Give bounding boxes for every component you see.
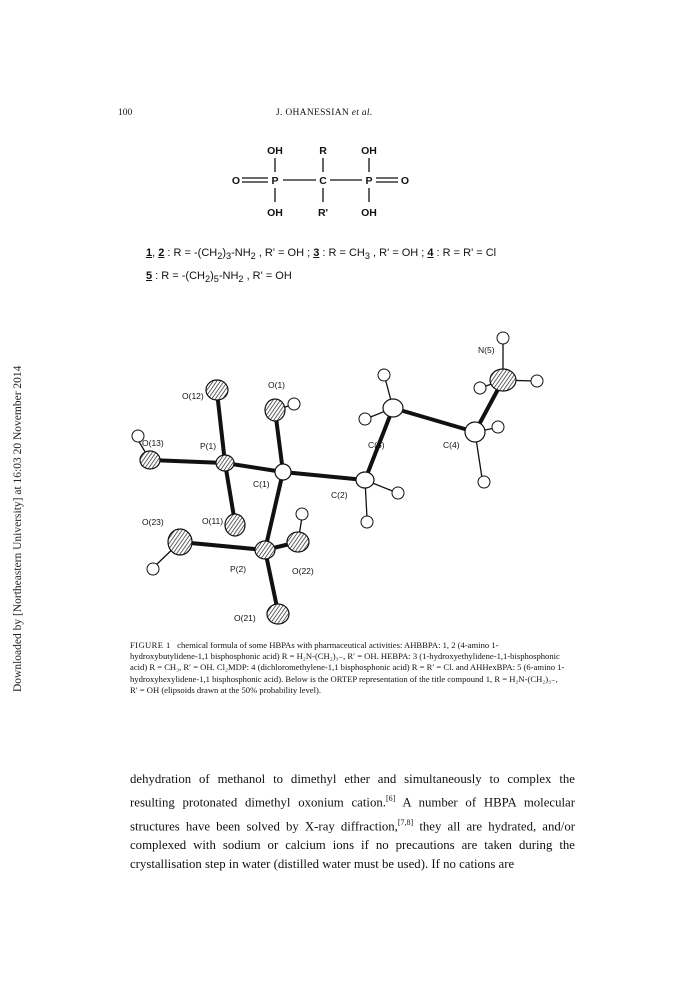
page-number: 100: [118, 108, 133, 118]
formula-top-oh-left: OH: [267, 145, 283, 157]
def-text: ,: [152, 247, 159, 259]
def-text: , R' = OH ;: [369, 247, 428, 259]
label-p2: P(2): [230, 564, 247, 574]
caption-text: chemical formula of some HBPAs with pharmaceutical activities: AHBBPA: 1, 2 (4-amino 1-hydroxybutylidene-1,1 bisphosphonic acid) R = H₂N-(CH₂)₃₋, R′ = OH. HEBPA: 3 (1-hydroxyethylidene-1,1-bisphosphonic acid) R = CH₃, R′ = OH. Cl₂MDP: 4 (dichloromethylene-1,1 bisphosphonic acid) R = R′ = Cl. and AHHexBPA: 5 (6-amino 1-hydroxyhexylidene-1,1 bisphosphonic acid). Below is the ORTEP representation of the title compound 1, R = H₂N-(CH₂)₃₋, R′ = OH (elipsoids drawn at the 50% probability level).: [130, 640, 565, 695]
def-subscript: 5: [213, 274, 219, 285]
label-o13: O(13): [142, 438, 164, 448]
formula-top-oh-right: OH: [361, 145, 377, 157]
compound-number: 1: [146, 247, 153, 259]
def-text: : R = R' = Cl: [433, 247, 497, 259]
def-text: ): [210, 270, 214, 283]
label-o21: O(21): [234, 613, 256, 623]
formula-o-left: O: [231, 175, 241, 187]
ortep-h-bonds: [138, 342, 533, 566]
def-text: : R = CH: [319, 247, 365, 259]
compound-number: 2: [158, 247, 165, 259]
formula-c-center: C: [319, 175, 327, 187]
def-text: , R' = OH ;: [255, 247, 314, 259]
reference-6: [6]: [385, 794, 396, 804]
formula-p-right: P: [365, 175, 373, 187]
formula-p-left: P: [271, 175, 279, 187]
ortep-bonds: [150, 380, 503, 612]
compound-number: 4: [427, 247, 434, 259]
label-o1: O(1): [268, 380, 285, 390]
body-text-part-3: they all are hydrated, and/or complexed with sodium or calcium ions if no precautions are taken during the crystallisation step in water (distilled water must be used). If no cations are: [130, 818, 575, 872]
running-head: [276, 108, 373, 118]
label-c3: C(3): [368, 440, 385, 450]
ortep-labels: [142, 345, 495, 623]
body-text-part-2: A number of HBPA molecular structures have been solved by X-ray diffraction,: [130, 795, 575, 833]
def-subscript: 3: [364, 251, 370, 262]
def-text: : R = -(CH: [152, 270, 205, 283]
def-subscript: 2: [238, 274, 244, 285]
formula-bottom-oh-right: OH: [361, 207, 377, 219]
def-subscript: 3: [226, 251, 232, 262]
compound-number: 5: [146, 270, 153, 283]
formula-bottom-r-prime: R': [317, 207, 329, 219]
reference-7-8: [7,8]: [397, 817, 414, 827]
def-text: , R' = OH: [243, 270, 292, 283]
label-c4: C(4): [443, 440, 460, 450]
author-suffix: et al.: [351, 108, 373, 118]
def-text: -NH: [218, 270, 239, 283]
def-text: ): [222, 247, 227, 259]
label-o22: O(22): [292, 566, 314, 576]
def-text: : R = -(CH: [164, 247, 218, 259]
compound-number: 3: [313, 247, 320, 259]
formula-top-r: R: [319, 145, 327, 157]
page-header: [118, 108, 588, 124]
download-notice-text: Downloaded by [Northeastern University] at 16:03 20 November 2014: [12, 365, 24, 692]
label-c1: C(1): [253, 479, 270, 489]
ortep-diagram: [120, 320, 570, 635]
definition-line-1: [146, 243, 496, 266]
label-o11: O(11): [202, 516, 224, 526]
formula-o-right: O: [400, 175, 410, 187]
label-n5: N(5): [478, 345, 495, 355]
compound-definitions: [146, 243, 496, 289]
body-text-part-1: dehydration of methanol to dimethyl ether and simultaneously to complex the resulting protonated dimethyl oxonium cation.: [130, 772, 575, 810]
body-paragraph: [130, 770, 575, 875]
def-subscript: 2: [205, 274, 211, 285]
def-subscript: 2: [217, 251, 223, 262]
ortep-hydrogens: [132, 332, 543, 575]
label-c2: C(2): [331, 490, 348, 500]
label-o12: O(12): [182, 391, 204, 401]
ortep-atoms: [140, 369, 516, 624]
definition-line-2: [146, 266, 496, 289]
label-p1: P(1): [200, 441, 217, 451]
def-subscript: 2: [250, 251, 256, 262]
structural-formula: [200, 134, 440, 234]
figure-caption: [130, 640, 565, 696]
formula-bottom-oh-left: OH: [267, 207, 283, 219]
def-text: -NH: [231, 247, 251, 259]
caption-label: FIGURE 1: [130, 640, 171, 650]
label-o23: O(23): [142, 517, 164, 527]
author-name: J. OHANESSIAN: [276, 108, 350, 118]
download-notice: [8, 80, 28, 730]
